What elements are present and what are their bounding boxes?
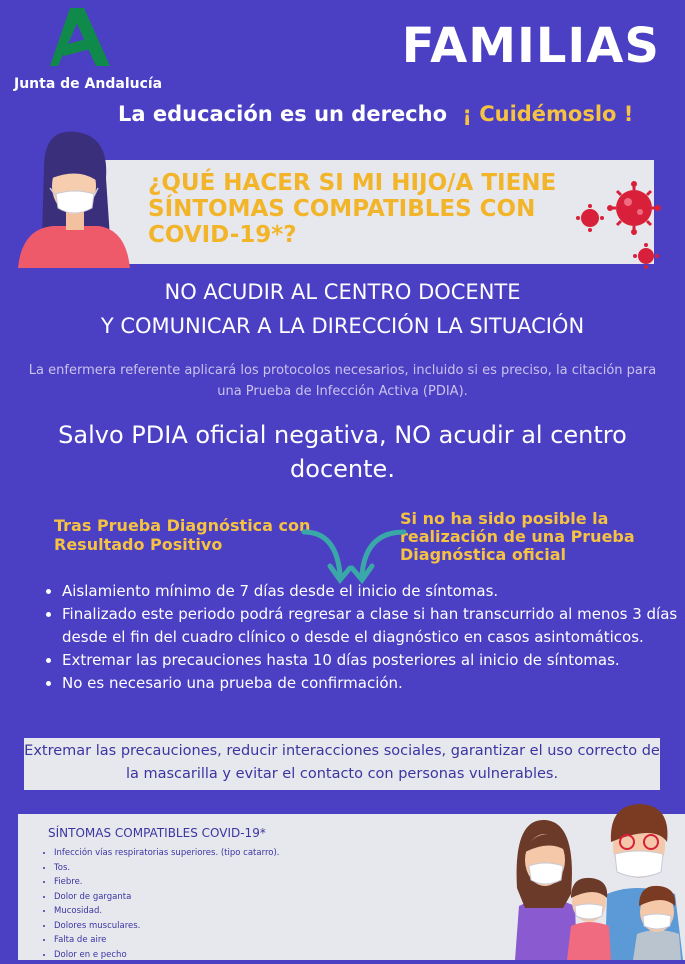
instruction-line-2: Y COMUNICAR A LA DIRECCIÓN LA SITUACIÓN bbox=[100, 314, 585, 338]
arrows-illustration bbox=[300, 526, 410, 588]
virus-icon-small bbox=[576, 204, 604, 232]
case-no-test-possible: Si no ha sido posible la realización de una Prueba Diagnóstica oficial bbox=[400, 509, 635, 564]
list-item: • Extremar las precauciones hasta 10 días posteriores al inicio de síntomas. bbox=[62, 649, 685, 672]
virus-illustration bbox=[570, 180, 670, 270]
family-with-masks-illustration bbox=[505, 798, 685, 960]
isolation-rules-list bbox=[42, 580, 685, 695]
instruction-line-1: NO ACUDIR AL CENTRO DOCENTE bbox=[164, 280, 521, 304]
virus-icon-tiny bbox=[633, 243, 659, 269]
page-title: FAMILIAS bbox=[401, 18, 660, 74]
logo-text: Junta de Andalucía bbox=[14, 76, 163, 92]
slogan-accent: ¡ Cuidémoslo ! bbox=[462, 102, 634, 126]
virus-icon-large bbox=[607, 181, 661, 235]
case-positive-test: Tras Prueba Diagnóstica con Resultado Positivo bbox=[54, 516, 311, 554]
woman-with-mask-illustration bbox=[14, 128, 134, 268]
symptom-item: • Tos. bbox=[54, 861, 279, 876]
list-item: • No es necesario una prueba de confirmación. bbox=[62, 672, 685, 695]
curved-arrow-left-icon bbox=[304, 532, 350, 580]
recommendation-box: Extremar las precauciones, reducir interacciones sociales, garantizar el uso correcto de la mascarilla y evitar el contacto con personas vulnerables. bbox=[24, 738, 660, 790]
question-heading: ¿QUÉ HACER SI MI HIJO/A TIENE SÍNTOMAS COMPATIBLES CON COVID-19*? bbox=[148, 170, 557, 248]
junta-andalucia-logo bbox=[14, 8, 164, 98]
list-item: • Finalizado este periodo podrá regresar a clase si han transcurrido al menos 3 días desde el fin del cuadro clínico o desde el diagnóstico en casos asintomáticos. bbox=[62, 603, 685, 649]
slogan-text: La educación es un derecho bbox=[118, 102, 448, 126]
nurse-note: La enfermera referente aplicará los protocolos necesarios, incluido si es preciso, la citación para una Prueba de Infección Activa (PDIA). bbox=[28, 363, 657, 399]
symptom-item: • Fiebre. bbox=[54, 875, 279, 890]
symptom-item: • Dolor de garganta bbox=[54, 890, 279, 905]
symptoms-list bbox=[40, 846, 279, 962]
list-item: • Aislamiento mínimo de 7 días desde el inicio de síntomas. bbox=[62, 580, 685, 603]
slogan bbox=[118, 102, 633, 126]
salvo-statement: Salvo PDIA oficial negativa, NO acudir al centro docente. bbox=[58, 421, 627, 483]
symptom-item: • Dolor en e pecho bbox=[54, 948, 279, 963]
symptom-item: • Dolores musculares. bbox=[54, 919, 279, 934]
symptom-item: • Mucosidad. bbox=[54, 904, 279, 919]
logo-icon bbox=[50, 8, 120, 68]
symptoms-title: SÍNTOMAS COMPATIBLES COVID-19* bbox=[48, 826, 266, 840]
symptom-item: • Falta de aire bbox=[54, 933, 279, 948]
curved-arrow-right-icon bbox=[352, 532, 404, 580]
symptom-item: • Infección vías respiratorias superiores. (tipo catarro). bbox=[54, 846, 279, 861]
